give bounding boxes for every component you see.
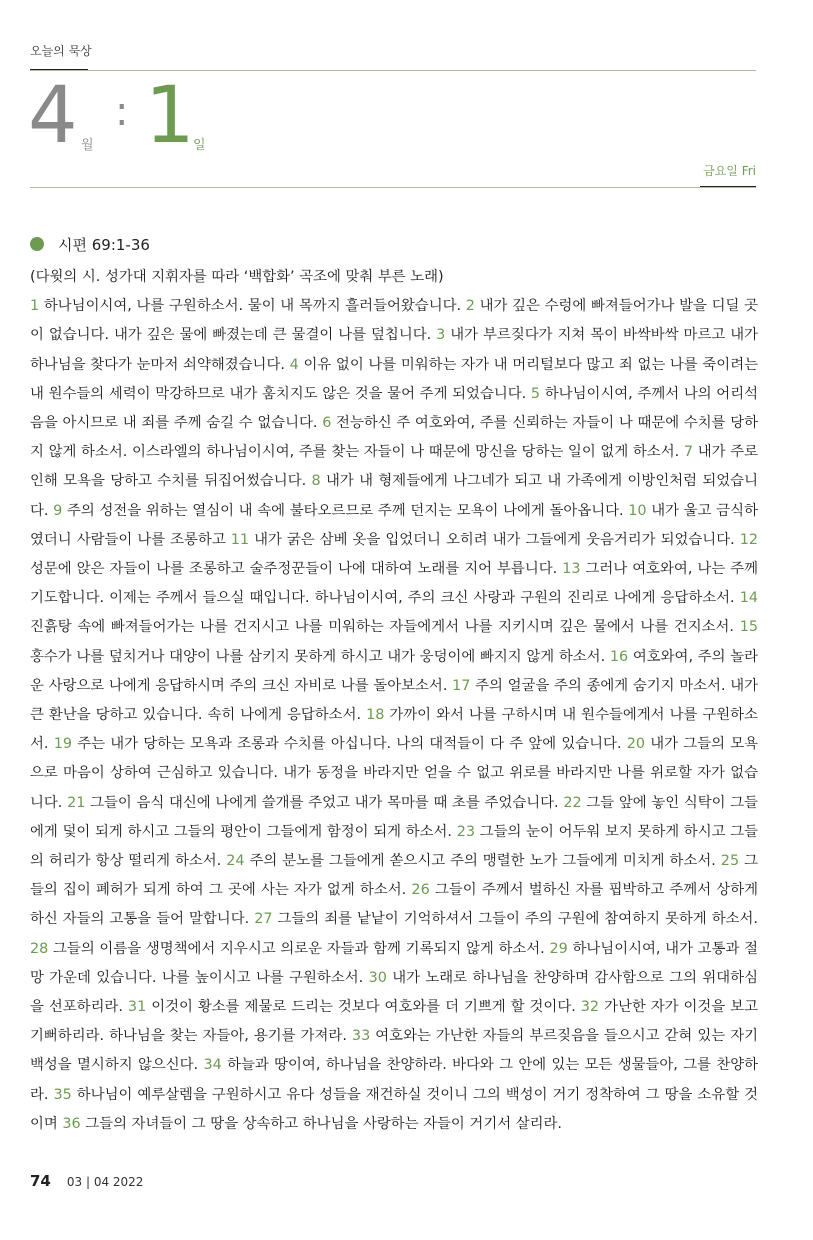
verse-text: 그러나 여호와여, 나는 주께 기도합니다. 이제는 주께서 들으실 때입니다. 하나님이시여, 주의 크신 사랑과 구원의 진리로 나에게 응답하소서. [30,561,758,607]
verse-number: 21 [67,794,86,811]
verse-number: 5 [530,385,541,402]
verse-number: 6 [322,415,332,432]
verse-text: 여호와여, 주의 놀라운 사랑으로 나에게 응답하시며 주의 크신 자비로 나를 돌아보소서. [30,648,758,694]
verse-text: 하나님이시여, 나를 구원하소서. 물이 내 목까지 흘러들어왔습니다. [43,298,462,315]
section-label: 오늘의 묵상 [30,44,92,58]
verse-text: 그들의 죄를 낱낱이 기억하셔서 그들이 주의 구원에 참여하지 못하게 하소서. [277,911,758,928]
verse-text: 이것이 황소를 제물로 드리는 것보다 여호와를 더 기쁘게 할 것이다. [151,999,576,1016]
superscription: (다윗의 시. 성가대 지휘자를 따라 ‘백합화’ 곡조에 맞춰 부른 노래) [30,269,444,285]
verse-number: 33 [351,1028,371,1045]
verse-text: 하나님이시여, 주께서 나의 어리석음을 아시므로 내 죄를 주께 숨길 수 없습니다. [30,385,759,432]
date-month: 4 [28,71,78,161]
verse-text: 그들의 눈이 어두워 보지 못하게 하시고 그들의 허리가 항상 떨리게 하소서. [30,823,758,870]
page-footer [30,1172,143,1190]
verse-text: 주의 성전을 위하는 열심이 내 속에 불타오르므로 주께 던지는 모욕이 나에게 돌아옵니다. [67,502,624,519]
bullet-icon [30,237,44,251]
verse-number: 4 [289,356,299,373]
issue-date: 03 | 04 2022 [66,1175,144,1189]
verse-number: 8 [311,473,321,490]
verse-number: 15 [739,619,758,636]
passage-reference: 시편 69:1-36 [58,235,150,254]
date-month-unit: 월 [81,138,94,153]
verse-text: 내가 노래로 하나님을 찬양하며 감사함으로 그의 위대하심을 선포하리라. [30,969,758,1016]
verse-text: 내가 부르짖다가 지쳐 목이 바싹바싹 마르고 내가 하나님을 찾다가 눈마저 쇠약해졌습니다. [30,327,758,373]
verse-text: 홍수가 나를 덮치거나 대양이 나를 삼키지 못하게 하시고 내가 웅덩이에 빠지지 않게 하소서. [30,648,606,665]
page-number: 74 [30,1172,51,1190]
verse-number: 11 [230,531,250,548]
date-day: 1 [145,71,195,161]
verse-text: 가난한 자가 이것을 보고 기뻐하리라. 하나님을 찾는 자들아, 용기를 가져라. [30,999,758,1045]
verse-number: 25 [720,853,740,870]
verse-number: 34 [203,1057,222,1074]
verse-number: 20 [626,736,646,753]
verse-text: 여호와는 가난한 자들의 부르짖음을 들으시고 갇혀 있는 자기 백성을 멸시하지 않으신다. [30,1028,758,1074]
verse-number: 36 [62,1115,81,1132]
verse-number: 31 [127,999,147,1016]
verse-number: 3 [436,327,446,344]
passage-heading [30,233,150,255]
verse-number: 24 [226,853,245,870]
header-rule [30,70,756,71]
verse-number: 35 [53,1086,72,1103]
verse-text: 진흙탕 속에 빠져들어가는 나를 건지시고 나를 미워하는 자들에게서 나를 지키시며 깊은 물에서 나를 건지소서. [30,619,734,636]
date-day-unit: 일 [193,138,206,153]
verse-number: 7 [683,444,694,461]
verse-text: 그들의 집이 폐허가 되게 하여 그 곳에 사는 자가 없게 하소서. [30,853,758,899]
date-rule [30,187,756,188]
verse-text: 그들의 자녀들이 그 땅을 상속하고 하나님을 사랑하는 자들이 거기서 살리라. [85,1115,562,1132]
verse-number: 12 [739,531,759,548]
verse-text: 그들의 이름을 생명책에서 지우시고 의로운 자들과 함께 기록되지 않게 하소서. [53,940,545,957]
verse-text: 주의 얼굴을 주의 종에게 숨기지 마소서. 내가 큰 환난을 당하고 있습니다. 속히 나에게 응답하소서. [30,677,759,724]
verse-number: 13 [562,561,581,578]
verse-number: 32 [580,999,600,1016]
verse-number: 23 [456,823,476,840]
verse-number: 29 [549,940,568,957]
verse-number: 14 [739,590,758,607]
verse-text: 내가 굵은 삼베 옷을 입었더니 오히려 내가 그들에게 웃음거리가 되었습니다. [254,531,735,548]
verse-text: 가까이 와서 나를 구하시며 내 원수들에게서 나를 구원하소서. [30,707,758,753]
verse-number: 22 [563,794,582,811]
verse-text: 주는 내가 당하는 모욕과 조롱과 수치를 아십니다. 나의 대적들이 다 주 앞에 있습니다. [77,736,622,753]
verse-number: 10 [628,502,647,519]
verse-number: 2 [465,298,475,315]
verse-number: 28 [30,940,49,957]
verse-number: 18 [366,707,385,724]
verse-text: 이유 없이 나를 미워하는 자가 내 머리털보다 많고 죄 없는 나를 죽이려는 내 원수들의 세력이 막강하므로 내가 훔치지도 않은 것을 물어 주게 되었습니다. [30,356,759,402]
verse-text: 내가 그들의 모욕으로 마음이 상하여 근심하고 있습니다. 내가 동정을 바라지만 얻을 수 없고 위로를 바라지만 나를 위로할 자가 없습니다. [30,736,759,811]
verse-number: 26 [411,882,430,899]
verse-text: 하나님이 예루살렘을 구원하시고 유다 성들을 재건하실 것이니 그의 백성이 거기 정착하여 그 땅을 소유할 것이며 [30,1086,759,1132]
verse-number: 16 [609,648,629,665]
verse-text: 하늘과 땅이여, 하나님을 찬양하라. 바다와 그 안에 있는 모든 생물들아, 그를 찬양하라. [30,1057,759,1103]
verse-text: 성문에 앉은 자들이 나를 조롱하고 술주정꾼들이 나에 대하여 노래를 지어 부릅니다. [30,561,558,578]
date-weekday: 금요일 Fri [703,164,756,178]
verse-text: 전능하신 주 여호와여, 주를 신뢰하는 자들이 나 때문에 수치를 당하지 않게 하소서. 이스라엘의 하나님이시여, 주를 찾는 자들이 나 때문에 망신을 당하는 일이 없게 하소서. [30,415,759,461]
verse-number: 19 [53,736,73,753]
verse-number: 9 [53,502,63,519]
verse-text: 내가 주로 인해 모욕을 당하고 수치를 뒤집어썼습니다. [30,444,759,490]
verse-text: 그들이 음식 대신에 나에게 쓸개를 주었고 내가 목마를 때 초를 주었습니다. [90,794,559,811]
verse-text: 그들 앞에 놓인 식탁이 그들에게 덫이 되게 하시고 그들의 평안이 그들에게 함정이 되게 하소서. [30,794,759,840]
verse-number: 17 [452,677,471,694]
verse-text: 내가 깊은 수렁에 빠져들어가나 발을 디딜 곳이 없습니다. 내가 깊은 물에 빠졌는데 큰 물결이 나를 덮칩니다. [30,298,759,344]
verse-number: 1 [30,298,40,315]
verse-text: 그들이 주께서 벌하신 자를 핍박하고 주께서 상하게 하신 자들의 고통을 들어 말합니다. [30,882,759,928]
verse-text: 내가 울고 금식하였더니 사람들이 나를 조롱하고 [30,502,758,548]
verse-text: 하나님이시여, 내가 고통과 절망 가운데 있습니다. 나를 높이시고 나를 구원하소서. [30,940,758,986]
verse-text: 내가 내 형제들에게 나그네가 되고 내 가족에게 이방인처럼 되었습니다. [30,473,758,519]
date-separator: : [115,89,129,135]
passage-body [30,263,758,1139]
verse-number: 30 [368,969,387,986]
verse-number: 27 [254,911,273,928]
verse-text: 주의 분노를 그들에게 쏟으시고 주의 맹렬한 노가 그들에게 미치게 하소서. [249,853,716,870]
